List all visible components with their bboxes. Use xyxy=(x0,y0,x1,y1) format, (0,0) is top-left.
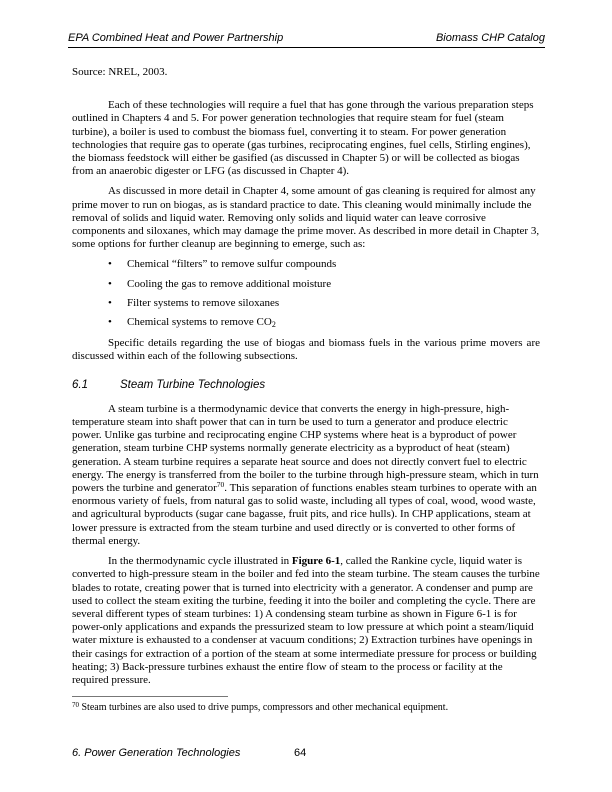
header-right-text: Biomass CHP Catalog xyxy=(435,32,545,44)
page-number: 64 xyxy=(294,747,307,759)
list-item xyxy=(108,297,540,310)
paragraph-text: , called the Rankine cycle, liquid water is converted to high-pressure steam in the boiler and fed into the steam turbine. The steam causes the turbine blades to rotate, creating power that is turned into electricity with a generator. A condenser and pump are used to collect the steam exiting the turbine, feeding it into the boiler and completing the cycle. There are several different types of steam turbines: 1) A condensing steam turbine as shown in Figure 6-1 is for power-only applications and expands the pressurized steam to low pressure at which point a steam/liquid water mixture is exhausted to a condenser at vacuum conditions; 2) Extraction turbines have openings in their casings for extraction of a portion of the steam at some intermediate pressure for process or building heating; 3) Back-pressure turbines exhaust the entire flow of steam to the process or facility at the required pressure. xyxy=(72,555,540,686)
footnote-reference: 70 xyxy=(216,480,225,490)
cleanup-options-list xyxy=(108,258,540,329)
bullet-icon: • xyxy=(108,277,112,290)
bullet-icon: • xyxy=(108,296,112,309)
list-item xyxy=(108,278,540,291)
footnote-marker: 70 xyxy=(72,701,79,709)
header-left-text: EPA Combined Heat and Power Partnership xyxy=(68,32,284,44)
co2-subscript: 2 xyxy=(271,320,276,330)
paragraph-rankine-cycle xyxy=(72,555,540,687)
paragraph-fuel-preparation: Each of these technologies will require a fuel that has gone through the various preparation steps outlined in Chapters 4 and 5. For power generation technologies that require steam for fuel (steam turbine), a boiler is used to combust the biomass fuel, converting it to steam. For power generation technologies that require gas to operate (gas turbines, reciprocating engines, fuel cells, Stirling engines), the biomass feedstock will either be gasified (as discussed in Chapter 5) or will be collected as biogas from an anaerobic digester or LFG (as discussed in Chapter 4). xyxy=(72,99,534,178)
bullet-icon: • xyxy=(108,258,112,271)
paragraph-text: In the thermodynamic cycle illustrated in xyxy=(108,555,292,568)
page-footer xyxy=(72,747,540,759)
page-body xyxy=(72,66,540,694)
list-item-text: Cooling the gas to remove additional moisture xyxy=(127,277,332,290)
footnote-text: Steam turbines are also used to drive pumps, compressors and other mechanical equipment. xyxy=(81,702,449,713)
list-item-text: Filter systems to remove siloxanes xyxy=(127,296,280,309)
paragraph-text: A steam turbine is a thermodynamic device that converts the energy in high-pressure, high-temperature steam into shaft power that can in turn be used to turn a generator and produce electric power. Unlike gas turbine and reciprocating engine CHP systems where heat is a byproduct of power generation, steam turbine CHP systems normally generate electricity as a byproduct of heat (steam) generation. A steam turbine requires a separate heat source and does not directly convert fuel to electric energy. The energy is transferred from the boiler to the turbine through high-pressure steam, which in turn powers the turbine and generator xyxy=(72,402,539,495)
bullet-icon: • xyxy=(108,316,112,329)
figure-reference: Figure 6-1 xyxy=(291,555,341,568)
footnote-separator xyxy=(72,696,228,697)
source-note: Source: NREL, 2003. xyxy=(72,66,168,78)
list-item xyxy=(108,316,540,329)
paragraph-specific-details: Specific details regarding the use of biogas and biomass fuels in the various prime movers are discussed within each of the following subsections. xyxy=(72,337,540,363)
list-item-text: Chemical “filters” to remove sulfur compounds xyxy=(127,258,337,271)
section-number: 6.1 xyxy=(72,378,88,391)
footnote xyxy=(72,702,540,715)
section-title: Steam Turbine Technologies xyxy=(120,378,266,391)
list-item-text: Chemical systems to remove CO xyxy=(127,316,272,329)
footer-section-label: 6. Power Generation Technologies xyxy=(72,747,241,759)
page-header xyxy=(68,32,545,48)
paragraph-steam-turbine xyxy=(72,403,540,548)
list-item xyxy=(108,258,540,271)
footnote-section xyxy=(72,696,540,715)
paragraph-gas-cleaning: As discussed in more detail in Chapter 4, some amount of gas cleaning is required for almost any prime mover to run on biogas, as is standard practice to date. This cleaning would minimally include the removal of solids and liquid water. Removing only solids and liquid water can leave corrosive components and siloxanes, which may damage the prime mover. As described in more detail in Chapter 3, some options for further cleanup are beginning to emerge, such as: xyxy=(72,185,540,251)
paragraph-text: . This separation of functions enables steam turbines to operate with an enormous variety of fuels, from natural gas to solid waste, including all types of coal, wood, wood waste, and agricultural byproducts (sugar cane bagasse, fruit pits, and rice hulls). In CHP applications, steam at lower pressure is extracted from the steam turbine and used directly or is converted to other forms of thermal energy. xyxy=(72,482,537,547)
section-heading-6-1 xyxy=(72,379,540,392)
